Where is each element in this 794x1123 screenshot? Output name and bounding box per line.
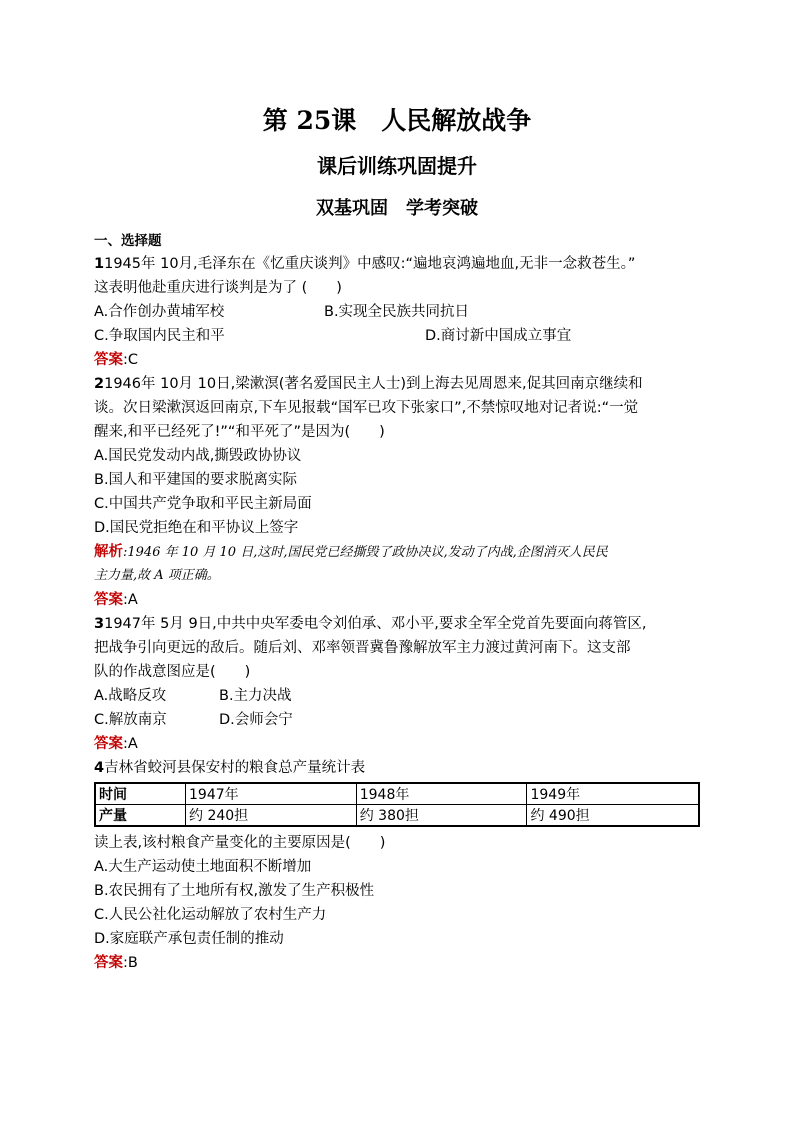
question-text: 谈。次日梁漱溟返回南京,下车见报载“国军已攻下张家口”,不禁惊叹地对记者说:“一觉 [94,400,639,416]
answer-value: :A [123,592,138,608]
table-cell: 约 240担 [186,805,357,827]
option-d: D.商讨新中国成立事宜 [425,328,572,344]
option-a: A.国民党发动内战,撕毁政协协议 [94,448,302,464]
subtitle: 课后训练巩固提升 [317,154,477,178]
section-heading: 一、选择题 [94,233,162,249]
answer-value: :B [123,955,138,971]
section-title: 双基巩固 学考突破 [316,198,478,219]
question-3 [94,612,700,756]
option-a: A.合作创办黄埔军校 [94,304,225,320]
analysis-text: :1946 年 10 月 10 日,这时,国民党已经撕毁了政协决议,发动了内战,企图消灭人民民 [123,545,608,560]
table-row [95,805,699,827]
question-number: 3 [94,616,105,632]
option-b: B.国人和平建国的要求脱离实际 [94,472,298,488]
table-row [95,783,699,805]
option-d: D.会师会宁 [219,712,293,728]
lesson-title: 第 25课 人民解放战争 [262,106,532,135]
table-title: 吉林省蛟河县保安村的粮食总产量统计表 [104,760,366,776]
table-cell: 1947年 [186,783,357,805]
table-cell: 约 380担 [356,805,527,827]
question-number: 2 [94,376,105,392]
analysis-label: 解析 [94,544,123,560]
question-text: 把战争引向更远的敌后。随后刘、邓率领晋冀鲁豫解放军主力渡过黄河南下。这支部 [94,640,631,656]
question-text: 1945年 10月,毛泽东在《忆重庆谈判》中感叹:“遍地哀鸿遍地血,无非一念救苍生。” [104,256,636,272]
answer-label: 答案 [94,352,123,368]
option-c: C.人民公社化运动解放了农村生产力 [94,907,327,923]
question-text: 队的作战意图应是( ) [94,664,251,680]
document-page [94,100,700,975]
table-cell: 1948年 [356,783,527,805]
table-cell: 产量 [95,805,186,827]
option-a: A.大生产运动使土地面积不断增加 [94,859,312,875]
option-b: B.农民拥有了土地所有权,激发了生产积极性 [94,883,375,899]
option-d: D.家庭联产承包责任制的推动 [94,931,284,947]
question-text: 读上表,该村粮食产量变化的主要原因是( ) [94,835,386,851]
option-b: B.主力决战 [219,688,292,704]
question-text: 1946年 10月 10日,梁漱溟(著名爱国民主人士)到上海去见周恩来,促其回南京继续和 [104,376,643,392]
question-text: 这表明他赴重庆进行谈判是为了 ( ) [94,280,342,296]
option-a: A.战略反攻 [94,688,167,704]
table-cell: 时间 [95,783,186,805]
answer-value: :A [123,736,138,752]
analysis-text: 主力量,故 A 项正确。 [94,568,220,583]
answer-label: 答案 [94,736,123,752]
table-cell: 1949年 [527,783,699,805]
table-cell: 约 490担 [527,805,699,827]
option-c: C.中国共产党争取和平民主新局面 [94,496,312,512]
grain-output-table [94,782,700,827]
question-text: 醒来,和平已经死了!”“和平死了”是因为( ) [94,424,385,440]
question-1 [94,252,700,372]
answer-label: 答案 [94,592,123,608]
option-b: B.实现全民族共同抗日 [324,304,470,320]
question-2 [94,372,700,612]
question-4 [94,756,700,975]
question-number: 4 [94,760,105,776]
question-text: 1947年 5月 9日,中共中央军委电令刘伯承、邓小平,要求全军全党首先要面向蒋管区, [104,616,647,632]
answer-value: :C [123,352,139,368]
answer-label: 答案 [94,955,123,971]
option-c: C.争取国内民主和平 [94,328,225,344]
option-c: C.解放南京 [94,712,167,728]
option-d: D.国民党拒绝在和平协议上签字 [94,520,299,536]
question-number: 1 [94,256,105,272]
